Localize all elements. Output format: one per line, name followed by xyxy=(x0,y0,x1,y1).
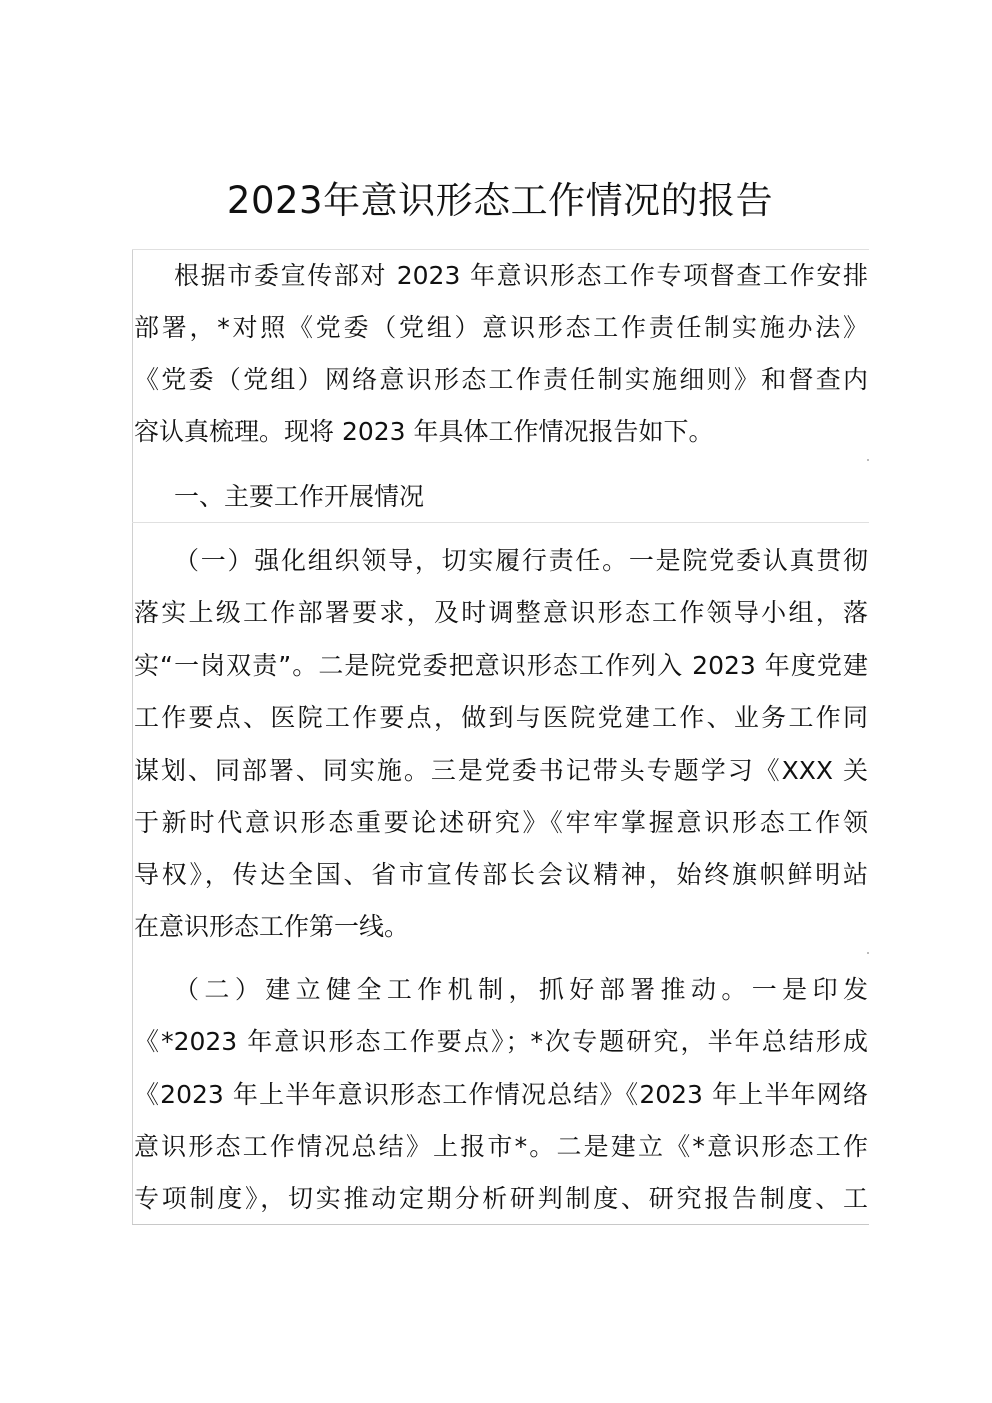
paragraph-line: 导权》，传达全国、省市宣传部长会议精神，始终旗帜鲜明站 xyxy=(134,860,868,889)
frame-tick-mark xyxy=(867,459,869,461)
frame-bottom-border xyxy=(132,1224,869,1225)
paragraph-line: 于新时代意识形态重要论述研究》《牢牢掌握意识形态工作领 xyxy=(134,808,868,837)
frame-tick-mark xyxy=(867,952,869,954)
frame-top-border xyxy=(132,249,869,250)
paragraph-line: 落实上级工作部署要求，及时调整意识形态工作领导小组，落 xyxy=(134,598,868,627)
paragraph-line: 实“一岗双责”。二是院党委把意识形态工作列入 2023 年度党建 xyxy=(134,651,868,680)
paragraph-line: 《党委（党组）网络意识形态工作责任制实施细则》和督查内 xyxy=(134,365,868,394)
frame-left-border xyxy=(132,249,133,1225)
paragraph-line: 谋划、同部署、同实施。三是党委书记带头专题学习《XXX 关 xyxy=(134,756,868,785)
section-heading: 一、主要工作开展情况 xyxy=(174,482,425,511)
paragraph-line: 根据市委宣传部对 2023 年意识形态工作专项督查工作安排 xyxy=(174,261,868,290)
paragraph-line: 部署，*对照《党委（党组）意识形态工作责任制实施办法》 xyxy=(134,313,868,342)
paragraph-line: 意识形态工作情况总结》上报市*。二是建立《*意识形态工作 xyxy=(134,1132,868,1161)
paragraph-line: 《2023 年上半年意识形态工作情况总结》《2023 年上半年网络 xyxy=(134,1080,868,1109)
paragraph-line: 工作要点、医院工作要点，做到与医院党建工作、业务工作同 xyxy=(134,703,868,732)
paragraph-line: 容认真梳理。现将 2023 年具体工作情况报告如下。 xyxy=(134,417,714,446)
paragraph-line: 《*2023 年意识形态工作要点》；*次专题研究，半年总结形成 xyxy=(134,1027,868,1056)
paragraph-line: （一）强化组织领导，切实履行责任。一是院党委认真贯彻 xyxy=(174,546,868,575)
paragraph-line: 专项制度》，切实推动定期分析研判制度、研究报告制度、工 xyxy=(134,1184,868,1213)
document-title: 2023年意识形态工作情况的报告 xyxy=(226,179,774,222)
frame-divider xyxy=(132,522,869,523)
paragraph-line: （二）建立健全工作机制，抓好部署推动。一是印发 xyxy=(174,975,868,1004)
paragraph-line: 在意识形态工作第一线。 xyxy=(134,912,410,941)
